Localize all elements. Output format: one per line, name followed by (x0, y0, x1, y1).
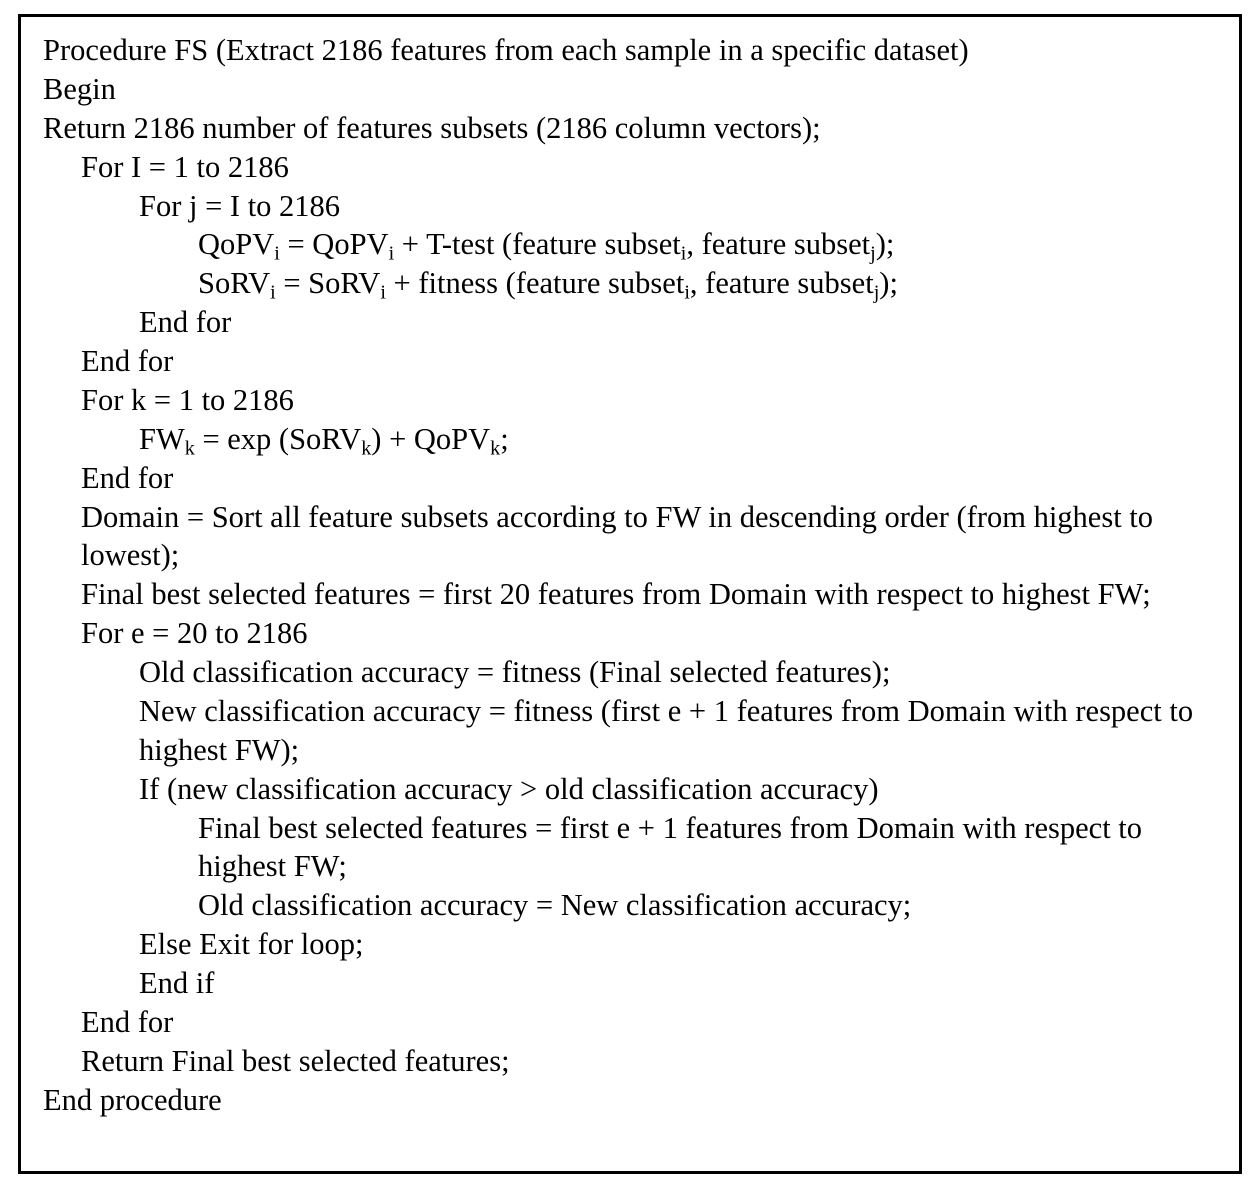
algorithm-box (18, 14, 1242, 1174)
pseudocode-line: For I = 1 to 2186 (81, 149, 289, 184)
pseudocode-line: End procedure (43, 1082, 222, 1117)
pseudocode-line: End for (81, 1004, 174, 1039)
pseudocode-line: End for (139, 305, 232, 340)
pseudocode-line: Domain = Sort all feature subsets according to FW in descending order (from highest to lowest); (81, 499, 1154, 573)
pseudocode-line: Old classification accuracy = New classification accuracy; (198, 888, 912, 923)
pseudocode-line: Else Exit for loop; (139, 927, 364, 962)
subscript: i (680, 243, 687, 265)
subscript: i (684, 281, 690, 304)
pseudocode-line: End for (81, 344, 174, 378)
pseudocode-line: SoRV$_i$ = SoRV$_i$ + fitness (feature subset$_i$, feature subset$_j$); (198, 266, 898, 304)
pseudocode-line: For e = 20 to 2186 (81, 616, 308, 651)
subscript: j (870, 243, 876, 265)
subscript: j (873, 281, 880, 304)
subscript: i (380, 281, 386, 304)
subscript: i (274, 243, 280, 265)
pseudocode-line: Final best selected features = first e + 1 features from Domain with respect to highest FW; (198, 810, 1143, 884)
pseudocode-line: Final best selected features = first 20 features from Domain with respect to highest FW; (81, 577, 1151, 612)
pseudocode-line: If (new classification accuracy > old classification accuracy) (139, 771, 879, 806)
pseudocode-line: For j = I to 2186 (139, 188, 341, 223)
subscript: i (388, 243, 395, 265)
pseudocode-line: Return 2186 number of features subsets (2186 column vectors); (43, 110, 821, 145)
pseudocode-line: New classification accuracy = fitness (first e + 1 features from Domain with respect to highest FW); (139, 693, 1194, 767)
pseudocode-line: QoPV$_i$ = QoPV$_i$ + T-test (feature subset$_i$, feature subset$_j$); (198, 227, 895, 265)
pseudocode-line: Procedure FS (Extract 2186 features from each sample in a specific dataset) (43, 33, 969, 67)
pseudocode-line: Begin (43, 71, 116, 106)
subscript: k (490, 437, 501, 460)
pseudocode-line: End for (81, 460, 174, 495)
pseudocode-line: $FW_k = \exp$ (SoRV$_k$) + QoPV$_k$; (139, 421, 509, 460)
pseudocode-line: End if (139, 966, 215, 1000)
subscript: i (270, 281, 276, 304)
pseudocode-line: Return Final best selected features; (81, 1043, 510, 1078)
subscript: k (361, 437, 372, 460)
pseudocode-line: Old classification accuracy = fitness (Final selected features); (139, 655, 891, 689)
pseudocode-line: For k = 1 to 2186 (81, 382, 294, 417)
pseudocode-body (43, 31, 1221, 1120)
subscript: k (184, 437, 195, 460)
